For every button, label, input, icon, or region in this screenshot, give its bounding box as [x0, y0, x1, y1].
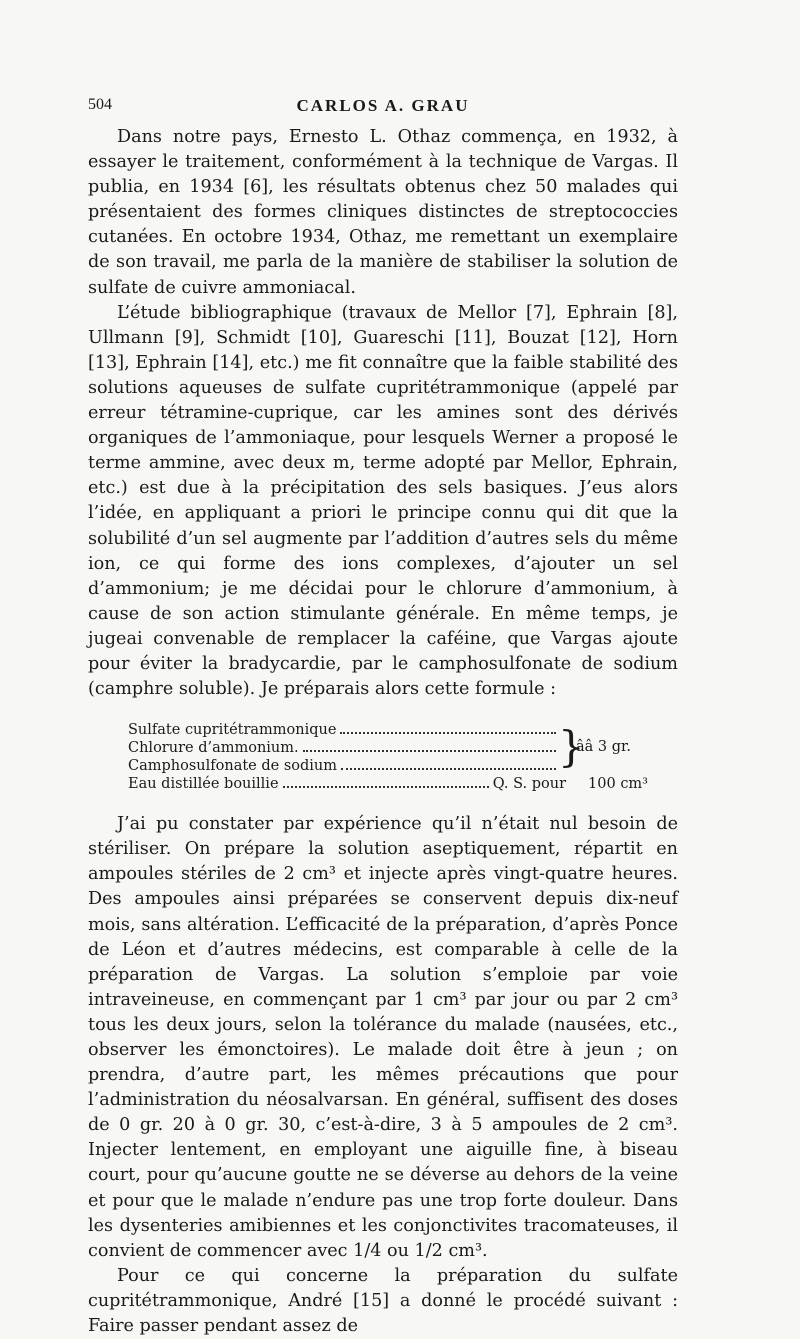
paragraph-4: Pour ce qui concerne la préparation du sulfate cupritétrammonique, André [15] a donné le procédé suivant : Faire passer pendant assez de — [88, 1265, 678, 1337]
leader-dots — [340, 732, 556, 734]
body-text — [88, 125, 678, 1339]
paragraph-1: Dans notre pays, Ernesto L. Othaz commença, en 1932, à essayer le traitement, conformément à la technique de Vargas. Il publia, en 1934 [6], les résultats obtenus chez 50 malades qui présentaient des formes cliniques distinctes de streptococcies cutanées. En octobre 1934, Othaz, me remettant un exemplaire de son travail, me parla de la manière de stabiliser la solution de sulfate de cuivre ammoniacal. — [88, 127, 678, 298]
formula-ingredient: Sulfate cupritétrammonique — [128, 722, 337, 739]
paragraph-2: L’étude bibliographique (travaux de Mellor [7], Ephrain [8], Ullmann [9], Schmidt [10], Guareschi [11], Bouzat [12], Horn [13], Ephrain [14], etc.) me fit connaître que la faible stabilité des solutions aqueuses de sulfate cupritétrammonique (appelé par erreur tétramine-cuprique, car les amines sont des dérivés organiques de l’ammoniaque, pour lesquels Werner a proposé le terme ammine, avec deux m, terme adopté par Mellor, Ephrain, etc.) est due à la précipitation des sels basiques. J’eus alors l’idée, en appliquant a priori le principe connu qui dit que la solubilité d’un sel augmente par l’addition d’autres sels du même ion, ce qui forme des ions complexes, d’ajouter un sel d’ammonium; je me décidai pour le chlorure d’ammonium, à cause de son action stimulante générale. En même temps, je jugeai convenable de remplacer la caféine, que Vargas ajoute pour éviter la bradycardie, par le camphosulfonate de sodium (camphre soluble). Je préparais alors cette formule : — [88, 302, 678, 700]
formula-shared-quantity: ââ 3 gr. — [576, 739, 631, 756]
page-header — [88, 96, 678, 120]
formula-row — [128, 775, 648, 793]
leader-dots — [283, 786, 489, 788]
formula-ingredient: Camphosulfonate de sodium — [128, 758, 338, 775]
right-brace: } — [558, 722, 585, 772]
formula-block — [128, 721, 648, 793]
formula-qs: Q. S. pour — [492, 776, 567, 793]
leader-dots — [303, 750, 556, 752]
running-head: CARLOS A. GRAU — [296, 96, 470, 115]
formula-ingredient: Eau distillée bouillie — [128, 776, 279, 793]
paragraph-3: J’ai pu constater par expérience qu’il n’était nul besoin de stériliser. On prépare la solution aseptiquement, répartit en ampoules stériles de 2 cm³ et injecte après vingt-quatre heures. Des ampoules ainsi préparées se conservent depuis dix-neuf mois, sans altération. L’efficacité de la préparation, d’après Ponce de Léon et d’autres médecins, est comparable à celle de la préparation de Vargas. La solution s’emploie par voie intraveineuse, en commençant par 1 cm³ par jour ou par 2 cm³ tous les deux jours, selon la tolérance du malade (nausées, etc., observer les émonctoires). Le malade doit être à jeun ; on prendra, d’autre part, les mêmes précautions que pour l’administration du néosalvarsan. En général, suffisent des doses de 0 gr. 20 à 0 gr. 30, c’est-à-dire, 3 à 5 ampoules de 2 cm³. Injecter lentement, en employant une aiguille fine, à biseau court, pour qu’aucune goutte ne se déverse au dehors de la veine et pour que le malade n’endure pas une trop forte douleur. Dans les dysenteries amibiennes et les conjonctivites tracomateuses, il convient de commencer avec 1/4 ou 1/2 cm³. — [88, 814, 678, 1261]
leader-dots — [341, 768, 556, 770]
page-number: 504 — [88, 96, 112, 113]
formula-ingredient: Chlorure d’ammonium. — [128, 740, 299, 757]
formula-total: 100 cm³ — [588, 776, 648, 793]
formula-braced-group — [128, 721, 648, 775]
